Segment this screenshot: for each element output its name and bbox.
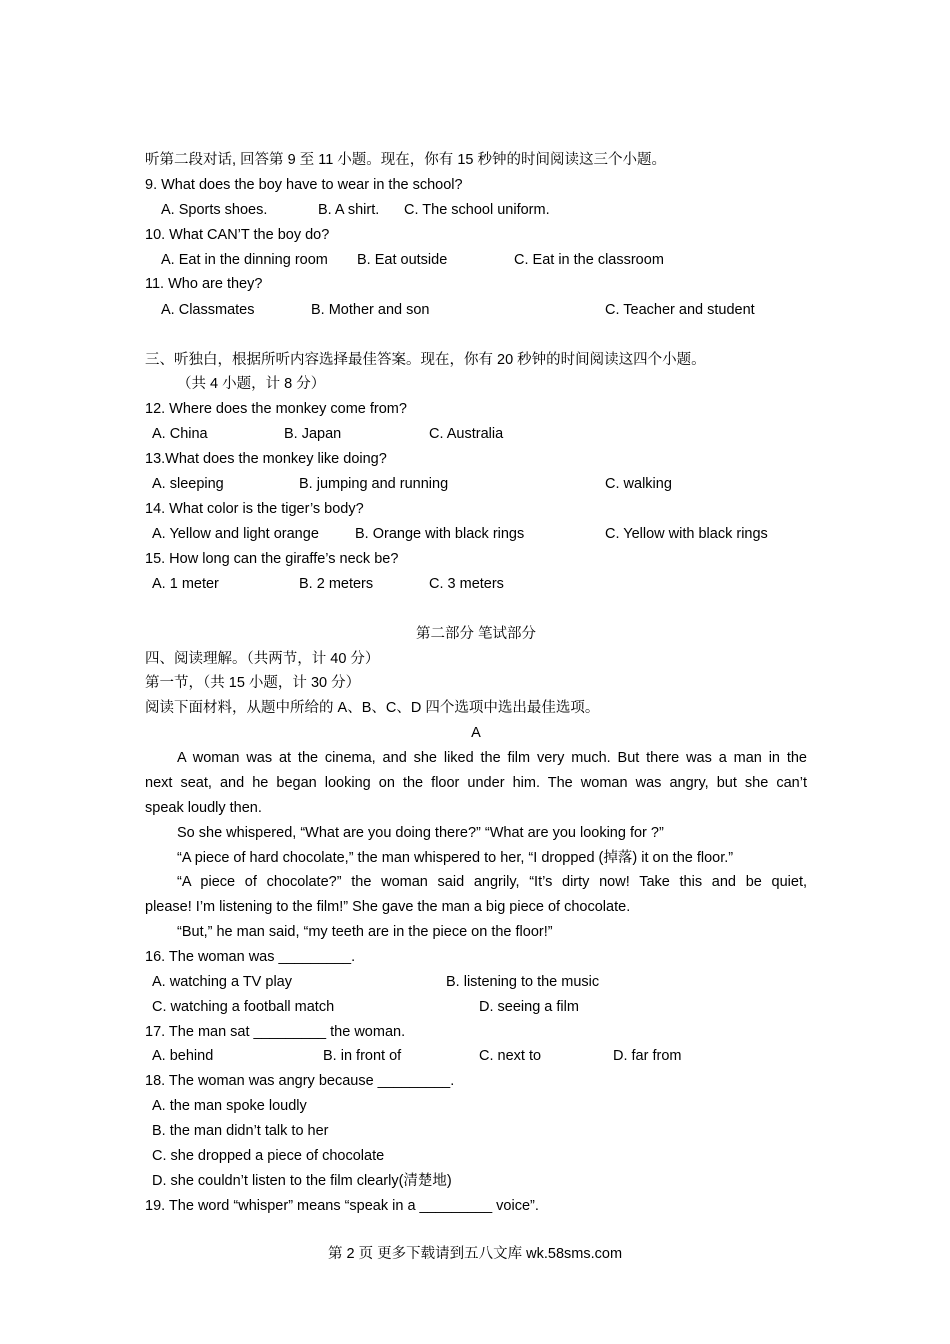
q15-option-c: C. 3 meters [429, 576, 504, 592]
q11-option-a: A. Classmates [161, 302, 255, 318]
part4-title: 四、阅读理解。（共两节，计 40 分） [145, 651, 380, 667]
q14-option-c: C. Yellow with black rings [605, 526, 768, 542]
q11-option-b: B. Mother and son [311, 302, 430, 318]
q9-option-a: A. Sports shoes. [161, 202, 268, 218]
q17-option-a: A. behind [152, 1048, 214, 1064]
question-17: 17. The man sat _________ the woman. [145, 1024, 406, 1040]
q17-option-b: B. in front of [323, 1048, 402, 1064]
q15-option-b: B. 2 meters [299, 576, 374, 592]
q10-option-c: C. Eat in the classroom [514, 252, 664, 268]
q16-option-c: C. watching a football match [152, 999, 335, 1015]
passage-line: “A piece of chocolate?” the woman said angrily, “It’s dirty now! Take this and be quiet, [177, 874, 807, 890]
q9-option-b: B. A shirt. [318, 202, 380, 218]
question-10: 10. What CAN’T the boy do? [145, 227, 330, 243]
q15-option-a: A. 1 meter [152, 576, 219, 592]
q13-option-c: C. walking [605, 476, 672, 492]
q12-option-c: C. Australia [429, 426, 504, 442]
q14-option-a: A. Yellow and light orange [152, 526, 319, 542]
passage-line: A woman was at the cinema, and she liked the film very much. But there was a man in the [177, 750, 807, 766]
q18-option-a: A. the man spoke loudly [152, 1098, 307, 1114]
question-13: 13.What does the monkey like doing? [145, 451, 387, 467]
question-12: 12. Where does the monkey come from? [145, 401, 407, 417]
question-9: 9. What does the boy have to wear in the school? [145, 177, 463, 193]
q9-option-c: C. The school uniform. [404, 202, 550, 218]
section-intro: 听第二段对话, 回答第 9 至 11 小题。现在，你有 15 秒钟的时间阅读这三个小题。 [145, 152, 666, 168]
q12-option-a: A. China [152, 426, 208, 442]
q13-option-b: B. jumping and running [299, 476, 449, 492]
passage-line: next seat, and he began looking on the floor under him. The woman was angry, but she can’t [145, 775, 807, 791]
passage-line: “But,” he man said, “my teeth are in the piece on the floor!” [177, 924, 553, 940]
q18-option-b: B. the man didn’t talk to her [152, 1123, 329, 1139]
section1-title: 第一节，（共 15 小题，计 30 分） [145, 675, 361, 691]
question-19: 19. The word “whisper” means “speak in a _________ voice”. [145, 1198, 539, 1214]
passage-line: please! I’m listening to the film!” She gave the man a big piece of chocolate. [145, 899, 631, 915]
q10-option-b: B. Eat outside [357, 252, 448, 268]
q14-option-b: B. Orange with black rings [355, 526, 525, 542]
reading-instructions: 阅读下面材料，从题中所给的 A、B、C、D 四个选项中选出最佳选项。 [145, 700, 600, 716]
q16-option-b: B. listening to the music [446, 974, 600, 990]
part3-heading: 三、听独白，根据所听内容选择最佳答案。现在，你有 20 秒钟的时间阅读这四个小题。 [145, 352, 706, 368]
q18-option-d: D. she couldn’t listen to the film clearly(清楚地) [152, 1173, 452, 1189]
question-16: 16. The woman was _________. [145, 949, 356, 965]
q16-option-d: D. seeing a film [479, 999, 579, 1015]
q17-option-c: C. next to [479, 1048, 542, 1064]
passage-line: “A piece of hard chocolate,” the man whispered to her, “I dropped (掉落) it on the floor.” [177, 850, 734, 866]
passage-line: speak loudly then. [145, 800, 262, 816]
question-14: 14. What color is the tiger’s body? [145, 501, 364, 517]
q11-option-c: C. Teacher and student [605, 302, 755, 318]
q16-option-a: A. watching a TV play [152, 974, 292, 990]
page-footer: 第 2 页 更多下载请到五八文库 wk.58sms.com [327, 1246, 623, 1262]
q10-option-a: A. Eat in the dinning room [161, 252, 328, 268]
q13-option-a: A. sleeping [152, 476, 224, 492]
q18-option-c: C. she dropped a piece of chocolate [152, 1148, 385, 1164]
part2-title: 第二部分 笔试部分 [415, 626, 537, 642]
question-15: 15. How long can the giraffe’s neck be? [145, 551, 399, 567]
question-18: 18. The woman was angry because _________. [145, 1073, 455, 1089]
q12-option-b: B. Japan [284, 426, 342, 442]
question-11: 11. Who are they? [145, 276, 263, 292]
passage-line: So she whispered, “What are you doing there?” “What are you looking for ?” [177, 825, 664, 841]
passage-label: A [471, 725, 481, 741]
part3-score-note: （共 4 小题，计 8 分） [177, 376, 326, 392]
q17-option-d: D. far from [613, 1048, 682, 1064]
